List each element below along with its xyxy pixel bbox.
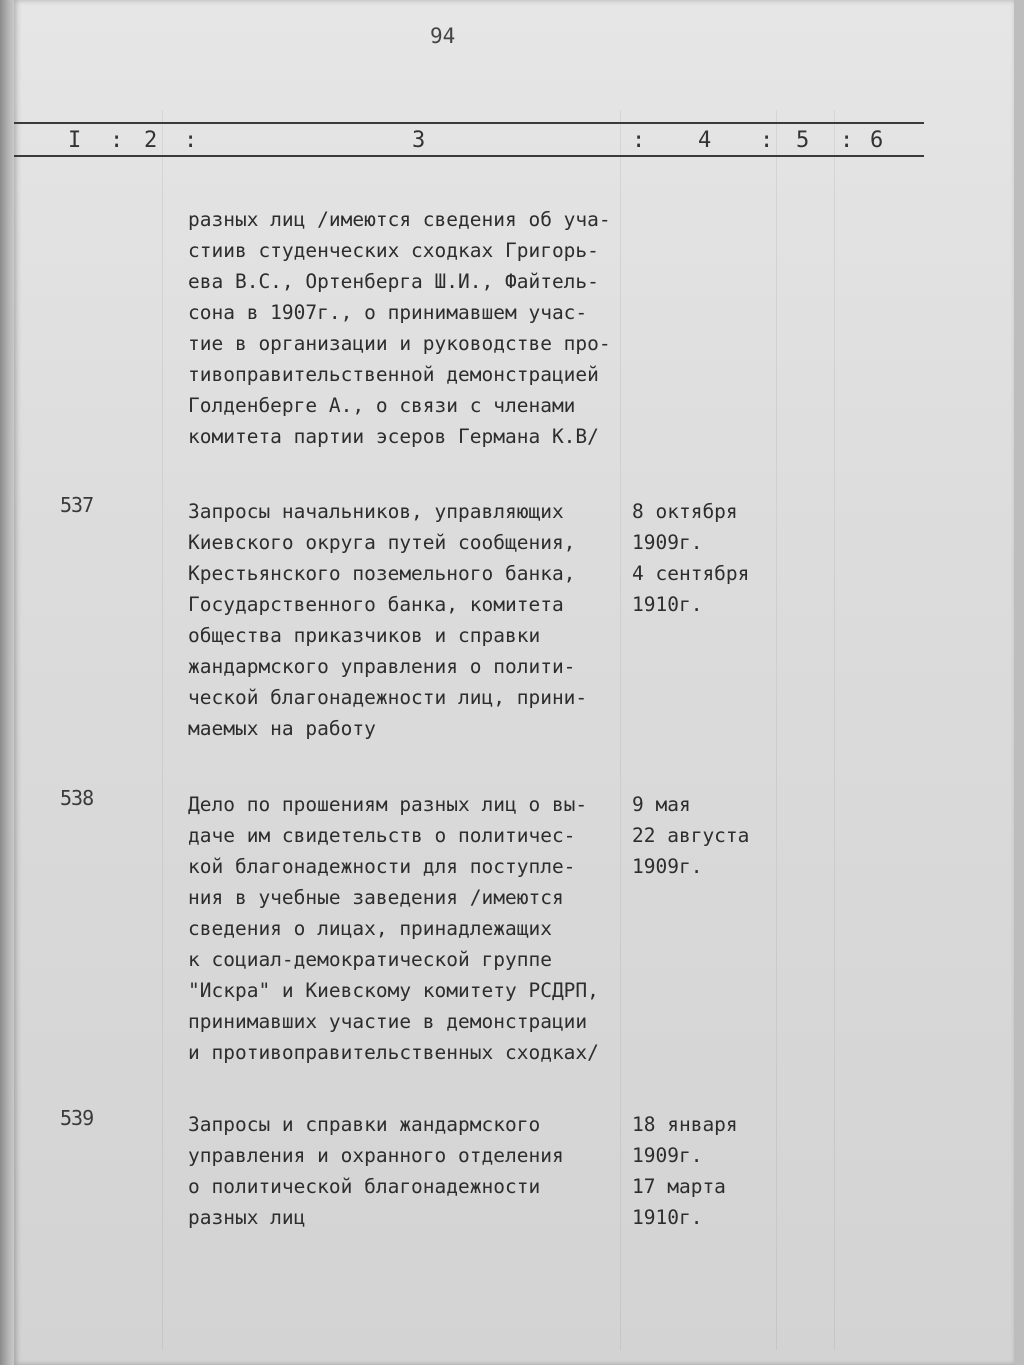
description-line: ния в учебные заведения /имеются (188, 886, 564, 909)
description-line: принимавших участие в демонстрации (188, 1010, 588, 1033)
entry-dates (632, 1109, 738, 1233)
column-divider (162, 110, 163, 1350)
document-page (14, 0, 1014, 1365)
date-line: 1910г. (632, 593, 703, 616)
date-line: 8 октября (632, 500, 738, 523)
date-line: 4 сентября (632, 562, 750, 585)
description-line: и противоправительственных сходках/ (188, 1041, 599, 1064)
column-header-separator: : (110, 128, 124, 153)
column-header-1: I (68, 128, 82, 153)
column-header-2: 2 (144, 128, 158, 153)
column-header-6: 6 (870, 128, 884, 153)
description-line: даче им свидетельств о политичес- (188, 824, 576, 847)
entry-dates (632, 496, 749, 620)
description-line: к социал-демократической группе (188, 948, 552, 971)
description-line: Крестьянского поземельного банка, (188, 562, 576, 585)
column-header-separator: : (184, 128, 198, 153)
entry-description (188, 789, 599, 1068)
description-line: Запросы и справки жандармского (188, 1113, 541, 1136)
description-line: Государственного банка, комитета (188, 593, 564, 616)
date-line: 9 мая (632, 793, 691, 816)
description-line: стиив студенческих сходках Григорь- (188, 239, 599, 262)
entry-number: 538 (60, 786, 94, 810)
entry-description (188, 1109, 564, 1233)
description-line: общества приказчиков и справки (188, 624, 541, 647)
description-line: Голденберге А., о связи с членами (188, 394, 576, 417)
description-line: кой благонадежности для поступле- (188, 855, 576, 878)
column-divider (834, 110, 835, 1350)
page-number: 94 (430, 24, 456, 48)
date-line: 1909г. (632, 1144, 703, 1167)
column-header-4: 4 (698, 128, 712, 153)
description-line: Дело по прошениям разных лиц о вы- (188, 793, 588, 816)
description-line: разных лиц (188, 1206, 306, 1229)
entry-number: 539 (60, 1106, 94, 1130)
column-header-5: 5 (796, 128, 810, 153)
description-line: сведения о лицах, принадлежащих (188, 917, 552, 940)
column-divider (620, 110, 621, 1350)
date-line: 17 марта (632, 1175, 726, 1198)
column-header-separator: : (632, 128, 646, 153)
header-bottom-rule (14, 155, 924, 157)
entry-description (188, 204, 611, 452)
column-header-3: 3 (412, 128, 426, 153)
header-top-rule (14, 122, 924, 124)
date-line: 22 августа (632, 824, 750, 847)
date-line: 1910г. (632, 1206, 703, 1229)
description-line: разных лиц /имеются сведения об уча- (188, 208, 611, 231)
description-line: управления и охранного отделения (188, 1144, 564, 1167)
description-line: сона в 1907г., о принимавшем учас- (188, 301, 588, 324)
description-line: о политической благонадежности (188, 1175, 541, 1198)
column-divider (776, 110, 777, 1350)
description-line: тивоправительственной демонстрацией (188, 363, 599, 386)
description-line: Запросы начальников, управляющих (188, 500, 564, 523)
entry-number: 537 (60, 493, 94, 517)
column-header-separator: : (760, 128, 774, 153)
date-line: 1909г. (632, 531, 703, 554)
description-line: маемых на работу (188, 717, 376, 740)
description-line: ческой благонадежности лиц, прини- (188, 686, 588, 709)
entry-dates (632, 789, 749, 882)
description-line: ева В.С., Ортенберга Ш.И., Файтель- (188, 270, 599, 293)
entry-description (188, 496, 587, 744)
description-line: комитета партии эсеров Германа К.В/ (188, 425, 599, 448)
date-line: 1909г. (632, 855, 703, 878)
book-binding-edge (0, 0, 14, 1365)
description-line: тие в организации и руководстве про- (188, 332, 611, 355)
description-line: "Искра" и Киевскому комитету РСДРП, (188, 979, 599, 1002)
column-header-separator: : (840, 128, 854, 153)
description-line: жандармского управления о полити- (188, 655, 576, 678)
date-line: 18 января (632, 1113, 738, 1136)
description-line: Киевского округа путей сообщения, (188, 531, 576, 554)
